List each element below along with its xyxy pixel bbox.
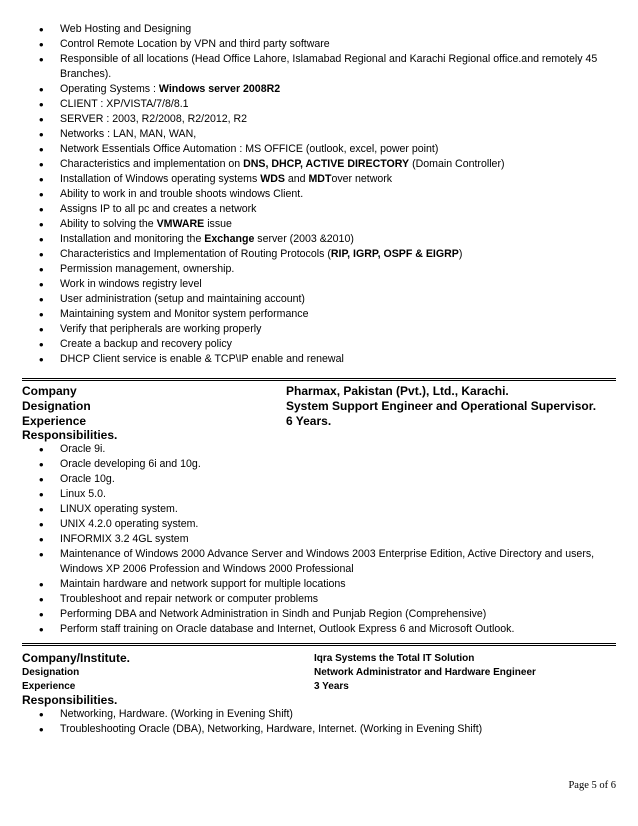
list-item: • Networks : LAN, MAN, WAN,: [22, 127, 602, 142]
skills-list: [22, 22, 602, 367]
list-item: • INFORMIX 3.2 4GL system: [22, 532, 602, 547]
designation-label: Designation: [22, 667, 80, 678]
list-item: • Networking, Hardware. (Working in Evening Shift): [22, 707, 602, 722]
text-segment: Characteristics and Implementation of Routing Protocols (: [60, 248, 331, 260]
bold-text: Windows server 2008R2: [158, 83, 281, 95]
company-name: Pharmax, Pakistan (Pvt.), Ltd., Karachi.: [286, 384, 509, 398]
text-segment: ): [458, 248, 463, 260]
list-item: • UNIX 4.2.0 operating system.: [22, 517, 602, 532]
bold-text: DNS, DHCP, ACTIVE DIRECTORY: [243, 158, 410, 170]
list-item: [22, 157, 602, 172]
list-item: • Perform staff training on Oracle database and Internet, Outlook Express 6 and Microsoft Outlook.: [22, 622, 602, 637]
list-item: • Ability to work in and trouble shoots windows Client.: [22, 187, 602, 202]
job1-responsibilities-list: [22, 442, 602, 637]
list-item: • User administration (setup and maintaining account): [22, 292, 602, 307]
list-item: • Maintaining system and Monitor system performance: [22, 307, 602, 322]
page-number: Page 5 of 6: [568, 780, 616, 791]
experience-label: Experience: [22, 681, 76, 692]
list-item: • Verify that peripherals are working properly: [22, 322, 602, 337]
list-item: • Work in windows registry level: [22, 277, 602, 292]
bold-text: VMWARE: [156, 218, 205, 230]
company-name: Iqra Systems the Total IT Solution: [314, 653, 475, 664]
list-item: • CLIENT : XP/VISTA/7/8/8.1: [22, 97, 602, 112]
list-item: • Control Remote Location by VPN and third party software: [22, 37, 602, 52]
section-divider: [22, 643, 616, 646]
list-item: [22, 217, 602, 232]
designation-label: Designation: [22, 399, 91, 413]
list-item: • Oracle developing 6i and 10g.: [22, 457, 602, 472]
list-item: [22, 82, 602, 97]
list-item: [22, 247, 602, 262]
list-item: • SERVER : 2003, R2/2008, R2/2012, R2: [22, 112, 602, 127]
company-label: Company/Institute.: [22, 651, 131, 665]
list-item: • Troubleshoot and repair network or computer problems: [22, 592, 602, 607]
list-item: • Web Hosting and Designing: [22, 22, 602, 37]
job2-responsibilities-list: [22, 707, 602, 737]
list-item: • Performing DBA and Network Administration in Sindh and Punjab Region (Comprehensive): [22, 607, 602, 622]
list-item: • Permission management, ownership.: [22, 262, 602, 277]
bold-text: RIP, IGRP, OSPF & EIGRP: [330, 248, 459, 260]
list-item: • Assigns IP to all pc and creates a network: [22, 202, 602, 217]
text-segment: Characteristics and implementation on: [60, 158, 244, 170]
experience-value: 6 Years.: [286, 414, 332, 428]
designation-value: System Support Engineer and Operational Supervisor.: [286, 399, 597, 413]
list-item: • Create a backup and recovery policy: [22, 337, 602, 352]
list-item: • Network Essentials Office Automation : MS OFFICE (outlook, excel, power point): [22, 142, 602, 157]
text-segment: (Domain Controller): [409, 158, 505, 170]
text-segment: Installation and monitoring the: [60, 233, 205, 245]
experience-value: 3 Years: [314, 681, 349, 692]
list-item: • Troubleshooting Oracle (DBA), Networking, Hardware, Internet. (Working in Evening Shift): [22, 722, 602, 737]
bold-text: MDT: [308, 173, 332, 185]
bold-text: Exchange: [204, 233, 255, 245]
list-item: [22, 172, 602, 187]
list-item: • Maintenance of Windows 2000 Advance Server and Windows 2003 Enterprise Edition, Active Directory and users, Windows XP 2006 Profession and Windows 2000 Professional: [22, 547, 602, 577]
list-item: • Oracle 9i.: [22, 442, 602, 457]
list-item: • Responsible of all locations (Head Office Lahore, Islamabad Regional and Karachi Regional office.and remotely 45 Branches).: [22, 52, 602, 82]
list-item: • Linux 5.0.: [22, 487, 602, 502]
section-divider: [22, 378, 616, 381]
experience-label: Experience: [22, 414, 87, 428]
text-segment: and: [284, 173, 309, 185]
text-segment: Installation of Windows operating systems: [60, 173, 261, 185]
list-item: [22, 232, 602, 247]
text-segment: server (2003 &2010): [254, 233, 354, 245]
text-segment: issue: [204, 218, 232, 230]
resume-page: • Web Hosting and Designing • Control Remote Location by VPN and third party software • Responsible of all locations (Head Office Lahore, Islamabad Regional and Karachi Regional office.and remotely 45 Branches). • Operating Systems : Windows server 2008R2 • CLIENT : XP/VISTA/7/8/8.1 • SERVER : 2003, R2/2008, R2/2012, R2 • Networks : LAN, MAN, WAN, • Network Essentials Office Automation : MS OFFICE (outlook, excel, power point) • Characteristics and implementation on DNS, DHCP, ACTIVE DIRECTORY (Domain Controller) • Installation of Windows operating systems WDS and MDTover network • Ability to work in and trouble shoots windows Client. • Assigns IP to all pc and creates a network • Ability to solving the VMWARE issue • Installation and monitoring the Exchange server (2003 &2010) • Characteristics and Implementation of Routing Protocols (RIP, IGRP, OSPF & EIGRP) • Permission management, ownership. • Work in windows registry level • User administration (setup and maintaining account) • Maintaining system and Monitor system performance • Verify that peripherals are working properly • Create a backup and recovery policy • DHCP Client service is enable & TCP\IP enable and renewal Company Pharmax, Pakistan (Pvt.), Ltd., Karachi. Designation System Support Engineer and Operational Supervisor. Experience 6 Years. Responsibilities. • Oracle 9i. • Oracle developing 6i and 10g. • Oracle 10g. • Linux 5.0. • LINUX operating system. • UNIX 4.2.0 operating system. • INFORMIX 3.2 4GL system • Maintenance of Windows 2000 Advance Server and Windows 2003 Enterprise Edition, Active Directory and users, Windows XP 2006 Profession and Windows 2000 Professional • Maintain hardware and network support for multiple locations • Troubleshoot and repair network or computer problems • Performing DBA and Network Administration in Sindh and Punjab Region (Comprehensive) • Perform staff training on Oracle database and Internet, Outlook Express 6 and Microsoft Outlook. Company/Institute. Iqra Systems the Total IT Solution Designation Network Administrator and Hardware Engineer Experience 3 Years Responsibilities. • Networking, Hardware. (Working in Evening Shift) • Troubleshooting Oracle (DBA), Networking, Hardware, Internet. (Working in Evening Shift) Page 5 of 6: [0, 0, 638, 826]
company-label: Company: [22, 384, 77, 398]
list-item: • DHCP Client service is enable & TCP\IP enable and renewal: [22, 352, 602, 367]
bold-text: WDS: [260, 173, 285, 185]
text-segment: Ability to solving the: [60, 218, 157, 230]
designation-value: Network Administrator and Hardware Engineer: [314, 667, 536, 678]
text-segment: over network: [331, 173, 393, 185]
list-item: • Maintain hardware and network support for multiple locations: [22, 577, 602, 592]
text-segment: Operating Systems :: [60, 83, 159, 95]
list-item: • Oracle 10g.: [22, 472, 602, 487]
list-item: • LINUX operating system.: [22, 502, 602, 517]
